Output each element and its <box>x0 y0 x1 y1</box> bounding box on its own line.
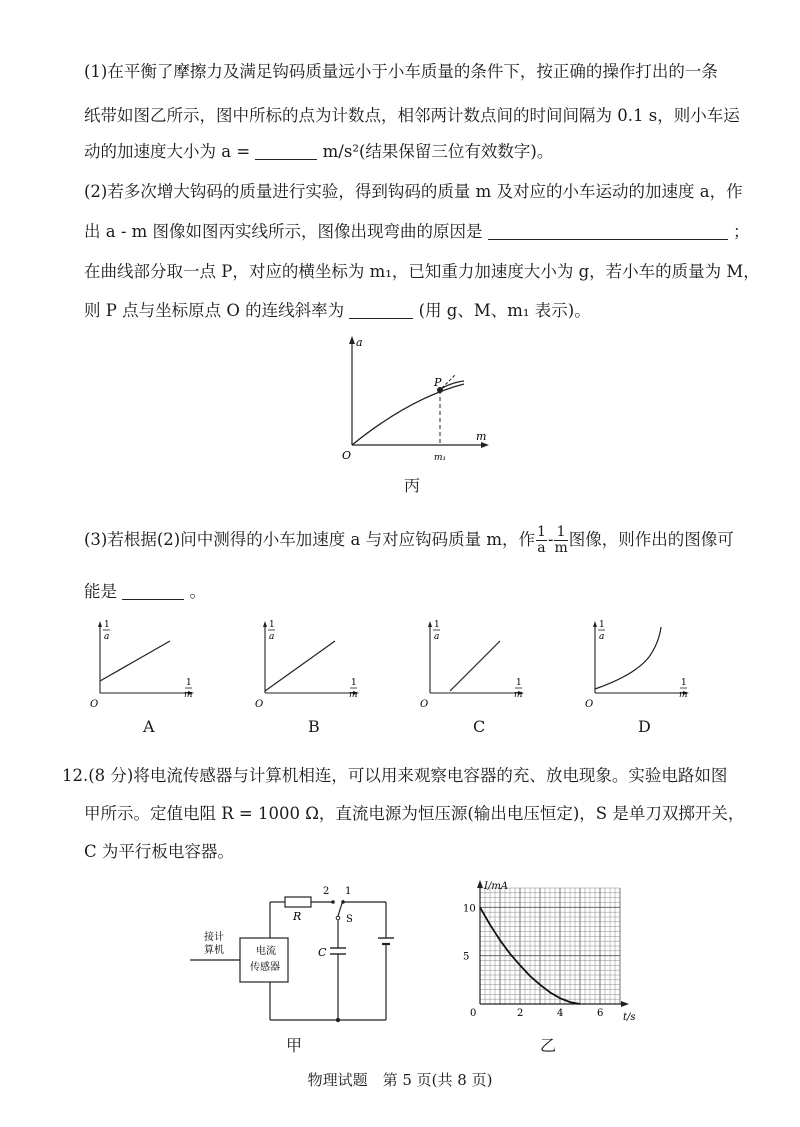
current-sensor <box>240 938 288 982</box>
option-xlabel-num: 1 <box>516 678 522 688</box>
junction <box>336 1018 340 1022</box>
fig-bing-origin: O <box>342 449 352 462</box>
option-graph-c[interactable] <box>420 615 540 715</box>
option-xlabel-den: m <box>679 690 688 700</box>
graph-ytick: 10 <box>463 903 476 915</box>
q11-part2-line2 <box>84 218 750 242</box>
contact-2 <box>331 900 335 904</box>
option-origin: O <box>420 699 429 710</box>
resistor <box>285 897 311 907</box>
option-label-a[interactable]: A <box>143 717 155 736</box>
switch-pivot <box>336 916 340 920</box>
q11-part2-line4 <box>84 297 591 321</box>
q11-part3-line2a: 能是 <box>84 582 117 601</box>
option-xlabel-num: 1 <box>681 678 687 688</box>
q11-part3-line2 <box>84 578 206 602</box>
q12-line1: 12.(8 分)将电流传感器与计算机相连，可以用来观察电容器的充、放电现象。实验电路如图 <box>62 766 728 785</box>
q11-part2-line3: 在曲线部分取一点 P，对应的横坐标为 m₁，已知重力加速度大小为 g，若小车的质量为 M， <box>84 262 760 281</box>
sensor-label-1: 电流 <box>256 946 276 957</box>
option-graph-b[interactable] <box>255 615 375 715</box>
graph-xtick: 4 <box>557 1008 564 1019</box>
option-origin: O <box>255 699 264 710</box>
q11-part1-line3 <box>84 138 553 162</box>
option-curve <box>595 627 661 689</box>
option-curve <box>100 641 170 681</box>
sensor-label-2: 传感器 <box>250 962 280 973</box>
graph-axis-x-arrow <box>621 1001 629 1007</box>
q11-part3-line2b: 。 <box>189 582 206 601</box>
option-graph-d[interactable] <box>585 615 705 715</box>
capacitor-label: C <box>318 946 327 959</box>
graph-xtick: 2 <box>517 1008 524 1019</box>
q11-part2-line1: (2)若多次增大钩码的质量进行实验，得到钩码的质量 m 及对应的小车运动的加速度 a，作 <box>84 182 743 201</box>
q11-part1-line3a: 动的加速度大小为 a = <box>84 142 251 161</box>
option-ylabel-den: a <box>434 632 440 642</box>
fig-bing-xlabel: m <box>476 430 487 443</box>
q11-part2-line2b: ； <box>733 222 750 241</box>
option-graph-a[interactable] <box>90 615 210 715</box>
curve-a-m <box>352 384 464 445</box>
fig-bing-xtick: m₁ <box>434 453 447 463</box>
graph-caption: 乙 <box>540 1036 557 1055</box>
answer-blank-a[interactable] <box>255 143 317 160</box>
q11-part1-line3b: m/s²(结果保留三位有效数字)。 <box>322 142 554 161</box>
graph-ylabel: I/mA <box>484 881 509 892</box>
option-ylabel-num: 1 <box>599 620 605 630</box>
switch-blade <box>338 900 343 916</box>
option-label-c[interactable]: C <box>473 717 486 736</box>
option-xlabel-num: 1 <box>351 678 357 688</box>
graph-axis-y-arrow <box>477 880 483 888</box>
option-origin: O <box>90 699 99 710</box>
answer-blank-graph[interactable] <box>122 583 184 600</box>
contact-2-label: 2 <box>323 886 330 897</box>
q11-part3-line1b: 图像，则作出的图像可 <box>568 530 734 549</box>
q12-line3: C 为平行板电容器。 <box>84 842 234 861</box>
answer-blank-reason[interactable] <box>488 223 728 240</box>
graph-ytick: 5 <box>463 951 470 963</box>
contact-1-label: 1 <box>345 886 352 897</box>
grid <box>480 888 620 1004</box>
graph-xtick: 6 <box>597 1008 604 1019</box>
option-ylabel-num: 1 <box>104 620 110 630</box>
option-ylabel-num: 1 <box>269 620 275 630</box>
option-xlabel-den: m <box>514 690 523 700</box>
q11-part3-line1 <box>84 525 734 556</box>
answer-blank-slope[interactable] <box>349 302 413 319</box>
frac-dash: - <box>547 530 554 549</box>
axis-y-arrow <box>349 336 355 344</box>
option-xlabel-num: 1 <box>186 678 192 688</box>
option-curve <box>450 641 500 691</box>
q11-part3-line1a: (3)若根据(2)问中测得的小车加速度 a 与对应钩码质量 m，作 <box>84 530 535 549</box>
frac-1-over-a: $\frac{1}{a}$ <box>536 524 546 556</box>
computer-label-1: 接计 <box>204 932 224 943</box>
q11-part2-line2a: 出 a - m 图像如图丙实线所示，图像出现弯曲的原因是 <box>84 222 483 241</box>
fig-bing-point: P <box>434 376 442 389</box>
option-axis-y-arrow <box>98 621 102 627</box>
graph-origin: 0 <box>470 1008 477 1019</box>
option-ylabel-num: 1 <box>434 620 440 630</box>
circuit-jia <box>190 880 405 1030</box>
q11-part1-line2: 纸带如图乙所示，图中所标的点为计数点，相邻两计数点间的时间间隔为 0.1 s，则小车运 <box>84 106 740 125</box>
tangent-dashed <box>442 374 456 388</box>
circuit-caption: 甲 <box>286 1036 303 1055</box>
option-axis-y-arrow <box>263 621 267 627</box>
option-origin: O <box>585 699 594 710</box>
graph-yi <box>455 876 645 1026</box>
graph-xlabel: t/s <box>623 1012 636 1023</box>
option-axis-y-arrow <box>428 621 432 627</box>
page-footer: 物理试题 第 5 页(共 8 页) <box>307 1071 493 1089</box>
option-ylabel-den: a <box>599 632 605 642</box>
option-label-b[interactable]: B <box>308 717 320 736</box>
computer-label-2: 算机 <box>204 945 224 956</box>
q11-part1-line1: (1)在平衡了摩擦力及满足钩码质量远小于小车质量的条件下，按正确的操作打出的一条 <box>84 62 718 81</box>
graph-ticks <box>463 903 603 1019</box>
figure-bing <box>330 330 500 470</box>
option-xlabel-den: m <box>184 690 193 700</box>
q12-line2: 甲所示。定值电阻 R = 1000 Ω，直流电源为恒压源(输出电压恒定)，S 是单刀双掷开关， <box>84 804 745 823</box>
option-curve <box>265 641 335 691</box>
fig-bing-caption: 丙 <box>404 476 421 495</box>
option-ylabel-den: a <box>104 632 110 642</box>
q11-part2-line4a: 则 P 点与坐标原点 O 的连线斜率为 <box>84 301 345 320</box>
option-xlabel-den: m <box>349 690 358 700</box>
resistor-label: R <box>293 910 302 923</box>
option-axis-y-arrow <box>593 621 597 627</box>
option-ylabel-den: a <box>269 632 275 642</box>
switch-label: S <box>346 914 353 925</box>
q11-part2-line4b: (用 g、M、m₁ 表示)。 <box>418 301 591 320</box>
frac-1-over-m: $\frac{1}{m}$ <box>554 524 568 556</box>
fig-bing-ylabel: a <box>356 336 363 349</box>
option-label-d[interactable]: D <box>638 717 651 736</box>
